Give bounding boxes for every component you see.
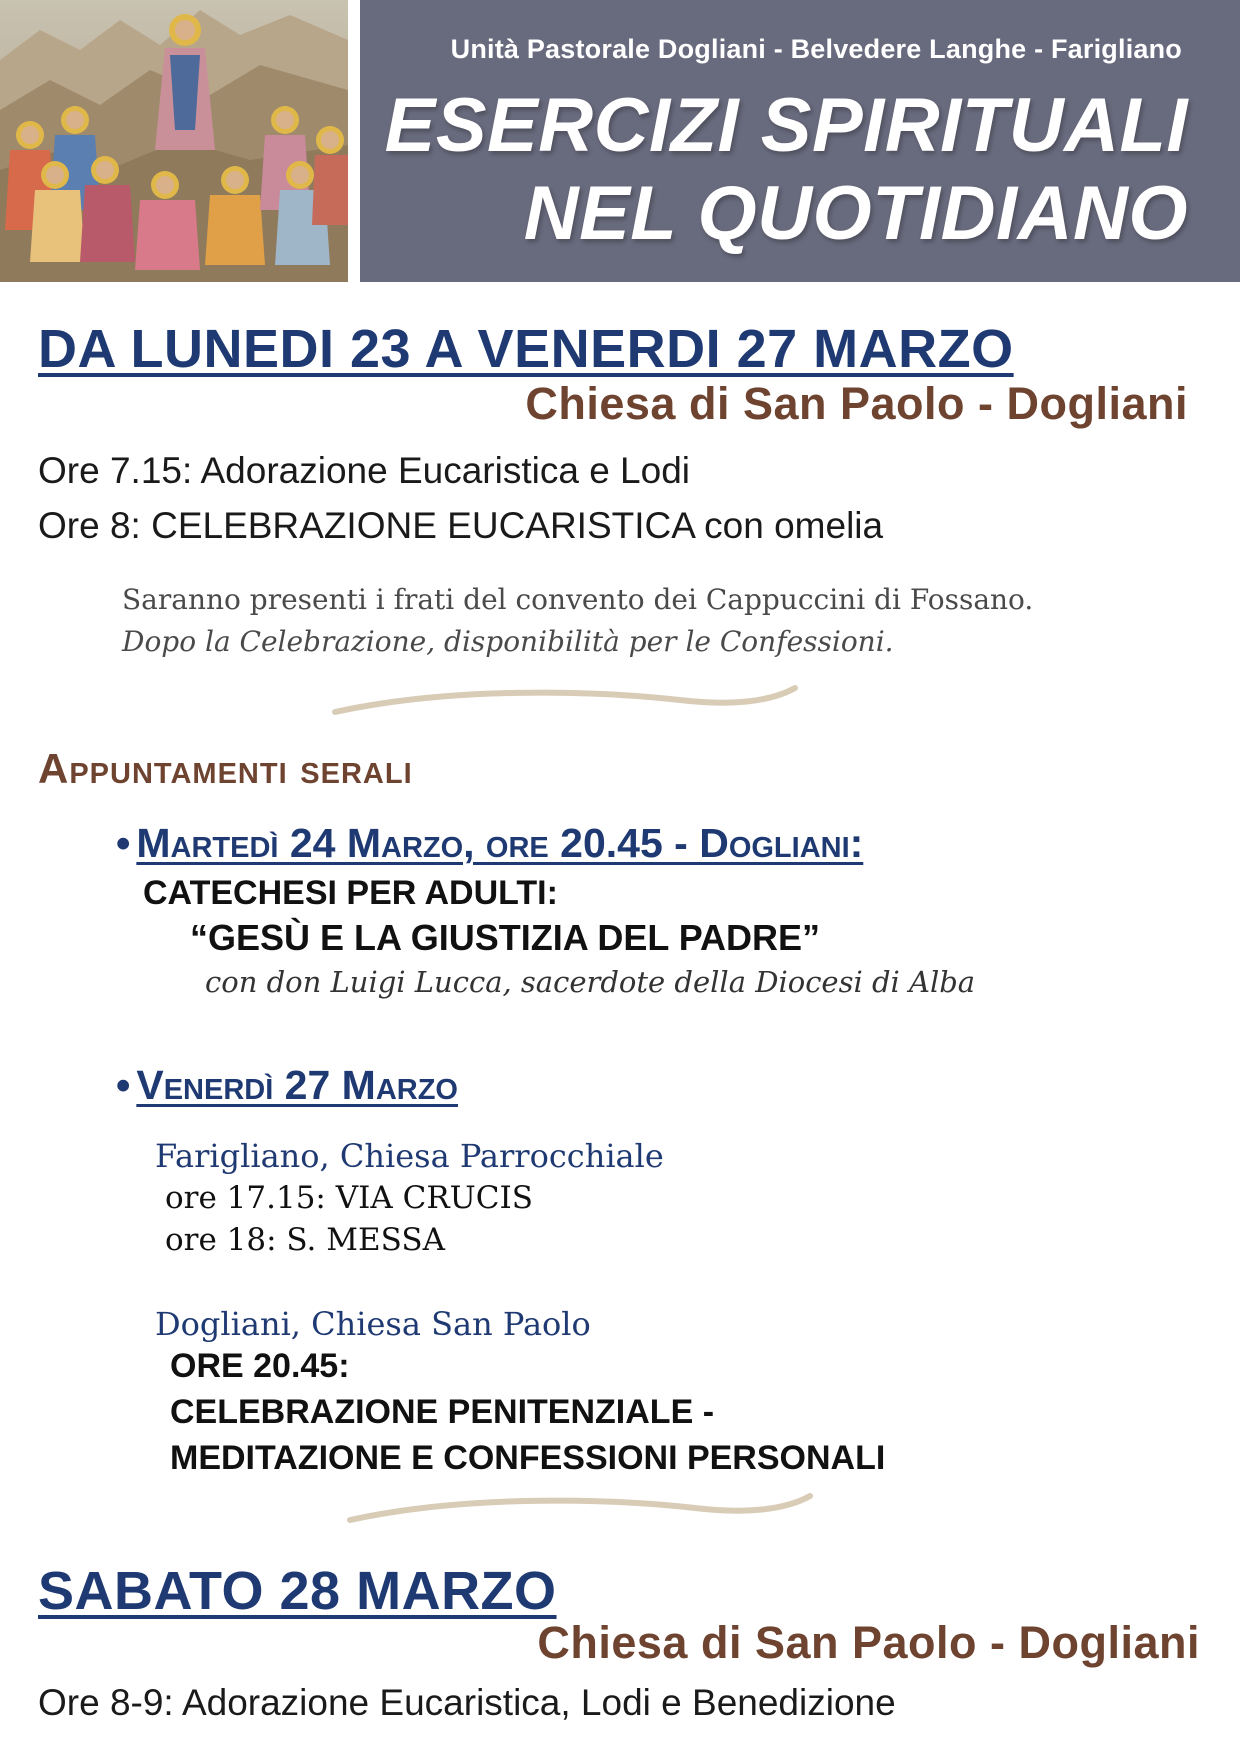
tuesday-heading — [116, 820, 863, 867]
tuesday-line-1: CATECHESI PER ADULTI: — [143, 874, 558, 912]
dogliani-line-2: CELEBRAZIONE PENITENZIALE - — [170, 1393, 715, 1431]
week-schedule-line-2: Ore 8: CELEBRAZIONE EUCARISTICA con omelia — [38, 505, 884, 546]
divider-swoosh — [330, 682, 800, 722]
saturday-schedule-line: Ore 8-9: Adorazione Eucaristica, Lodi e Benedizione — [38, 1682, 896, 1723]
bullet: • — [116, 820, 131, 866]
farigliano-line-2: ore 18: S. MESSA — [165, 1222, 445, 1258]
organization-name: Unità Pastorale Dogliani - Belvedere Langhe - Farigliano — [450, 34, 1182, 64]
title-line-2: NEL QUOTIDIANO — [523, 171, 1188, 256]
sermon-painting-icon — [0, 0, 348, 282]
week-date-heading: DA LUNEDI 23 A VENERDI 27 MARZO — [38, 319, 1014, 379]
farigliano-place: Farigliano, Chiesa Parrocchiale — [155, 1137, 664, 1175]
bullet: • — [116, 1062, 131, 1108]
saturday-church: Chiesa di San Paolo - Dogliani — [537, 1617, 1200, 1668]
week-note-1: Saranno presenti i frati del convento dei Cappuccini di Fossano. — [122, 583, 1034, 616]
tuesday-speaker: con don Luigi Lucca, sacerdote della Diocesi di Alba — [205, 965, 976, 999]
title-banner — [360, 0, 1240, 282]
dogliani-place: Dogliani, Chiesa San Paolo — [155, 1305, 591, 1343]
farigliano-line-1: ore 17.15: VIA CRUCIS — [165, 1180, 533, 1216]
week-schedule-line-1: Ore 7.15: Adorazione Eucaristica e Lodi — [38, 450, 690, 491]
evening-section-title: Appuntamenti serali — [38, 745, 413, 792]
page-title — [385, 82, 1188, 258]
saturday-date-heading: SABATO 28 MARZO — [38, 1561, 557, 1621]
dogliani-line-1: ORE 20.45: — [170, 1347, 350, 1385]
header — [0, 0, 1240, 285]
dogliani-line-3: MEDITAZIONE E CONFESSIONI PERSONALI — [170, 1439, 886, 1477]
friday-heading-text: Venerdì 27 Marzo — [136, 1062, 458, 1108]
week-note-2: Dopo la Celebrazione, disponibilità per le Confessioni. — [122, 625, 894, 658]
title-line-1: ESERCIZI SPIRITUALI — [384, 83, 1188, 168]
friday-heading — [116, 1062, 458, 1109]
week-church: Chiesa di San Paolo - Dogliani — [525, 378, 1188, 429]
divider-swoosh — [345, 1490, 815, 1530]
tuesday-heading-text: Martedì 24 Marzo, ore 20.45 - Dogliani: — [136, 820, 864, 866]
tuesday-line-2: “GESÙ E LA GIUSTIZIA DEL PADRE” — [190, 917, 821, 958]
